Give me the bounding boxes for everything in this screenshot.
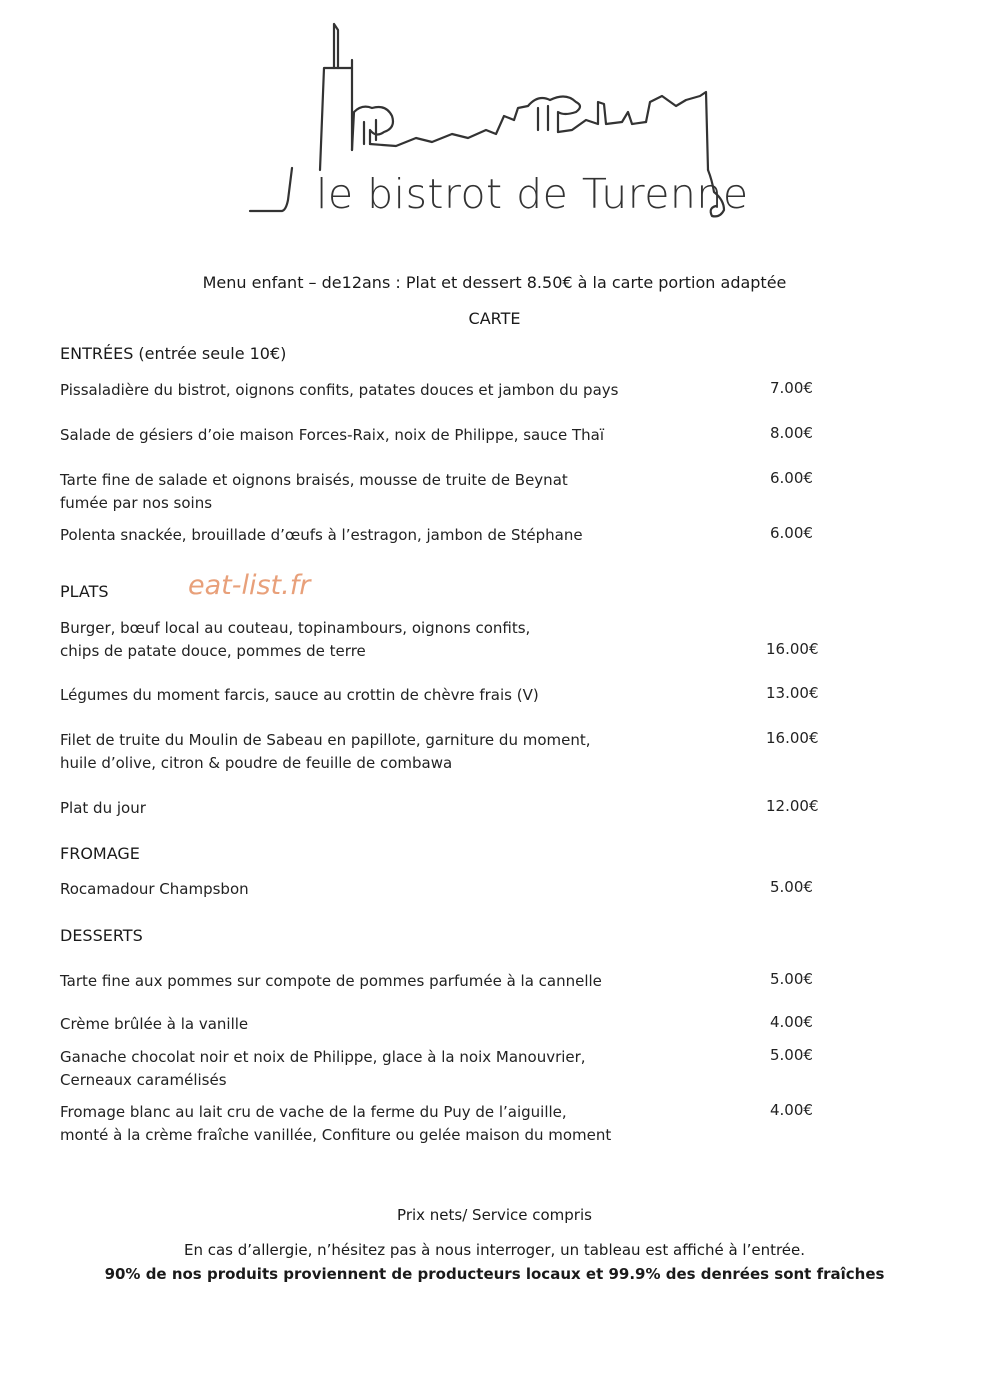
carte-title: CARTE (468, 309, 521, 328)
menu-item (60, 1013, 700, 1036)
item-line: Tarte fine aux pommes sur compote de pommes parfumée à la cannelle (60, 972, 602, 990)
item-line: Légumes du moment farcis, sauce au crottin de chèvre frais (V) (60, 686, 539, 704)
item-price: 5.00€ (770, 1046, 813, 1064)
kids-menu-note: Menu enfant – de12ans : Plat et dessert 8.50€ à la carte portion adaptée (202, 273, 787, 292)
item-line: fumée par nos soins (60, 494, 213, 512)
allergy-note: En cas d’allergie, n’hésitez pas à nous interroger, un tableau est affiché à l’entrée. (183, 1241, 806, 1259)
section-title-plats: PLATS (60, 582, 109, 601)
item-price: 5.00€ (770, 878, 813, 896)
item-price: 7.00€ (770, 379, 813, 397)
item-line: Ganache chocolat noir et noix de Philippe, glace à la noix Manouvrier, (60, 1048, 586, 1066)
logo-text: le bistrot de Turenne (316, 170, 749, 218)
item-price: 5.00€ (770, 970, 813, 988)
item-price: 16.00€ (766, 729, 819, 747)
menu-item (60, 684, 700, 707)
item-line: Plat du jour (60, 799, 146, 817)
item-line: Cerneaux caramélisés (60, 1071, 227, 1089)
item-line: Crème brûlée à la vanille (60, 1015, 249, 1033)
prices-note: Prix nets/ Service compris (397, 1206, 592, 1224)
menu-item (60, 379, 700, 402)
local-products-note: 90% de nos produits proviennent de producteurs locaux et 99.9% des denrées sont fraîches (104, 1265, 885, 1283)
item-line: Pissaladière du bistrot, oignons confits, patates douces et jambon du pays (60, 381, 619, 399)
menu-item (60, 970, 700, 993)
item-price: 16.00€ (766, 640, 819, 658)
menu-item (60, 524, 700, 547)
menu-item (60, 729, 700, 775)
item-line: monté à la crème fraîche vanillée, Confiture ou gelée maison du moment (60, 1126, 612, 1144)
item-line: Fromage blanc au lait cru de vache de la ferme du Puy de l’aiguille, (60, 1103, 567, 1121)
item-line: chips de patate douce, pommes de terre (60, 642, 366, 660)
item-line: Filet de truite du Moulin de Sabeau en papillote, garniture du moment, (60, 731, 591, 749)
menu-item (60, 797, 700, 820)
item-price: 6.00€ (770, 524, 813, 542)
watermark: eat-list.fr (188, 570, 311, 601)
item-price: 13.00€ (766, 684, 819, 702)
item-price: 6.00€ (770, 469, 813, 487)
item-line: Rocamadour Champsbon (60, 880, 249, 898)
menu-item (60, 1101, 700, 1147)
section-title-entrees: ENTRÉES (entrée seule 10€) (60, 344, 287, 363)
menu-item (60, 617, 700, 663)
item-line: huile d’olive, citron & poudre de feuille de combawa (60, 754, 453, 772)
item-price: 8.00€ (770, 424, 813, 442)
item-line: Salade de gésiers d’oie maison Forces-Raix, noix de Philippe, sauce Thaï (60, 426, 605, 444)
section-title-desserts: DESSERTS (60, 926, 143, 945)
item-line: Burger, bœuf local au couteau, topinambours, oignons confits, (60, 619, 531, 637)
menu-item (60, 469, 700, 515)
section-title-fromage: FROMAGE (60, 844, 140, 863)
item-price: 4.00€ (770, 1101, 813, 1119)
item-price: 4.00€ (770, 1013, 813, 1031)
item-line: Polenta snackée, brouillade d’œufs à l’estragon, jambon de Stéphane (60, 526, 583, 544)
item-price: 12.00€ (766, 797, 819, 815)
menu-item (60, 878, 700, 901)
menu-item (60, 1046, 700, 1092)
menu-item (60, 424, 700, 447)
restaurant-logo (246, 20, 749, 225)
item-line: Tarte fine de salade et oignons braisés, mousse de truite de Beynat (60, 471, 568, 489)
